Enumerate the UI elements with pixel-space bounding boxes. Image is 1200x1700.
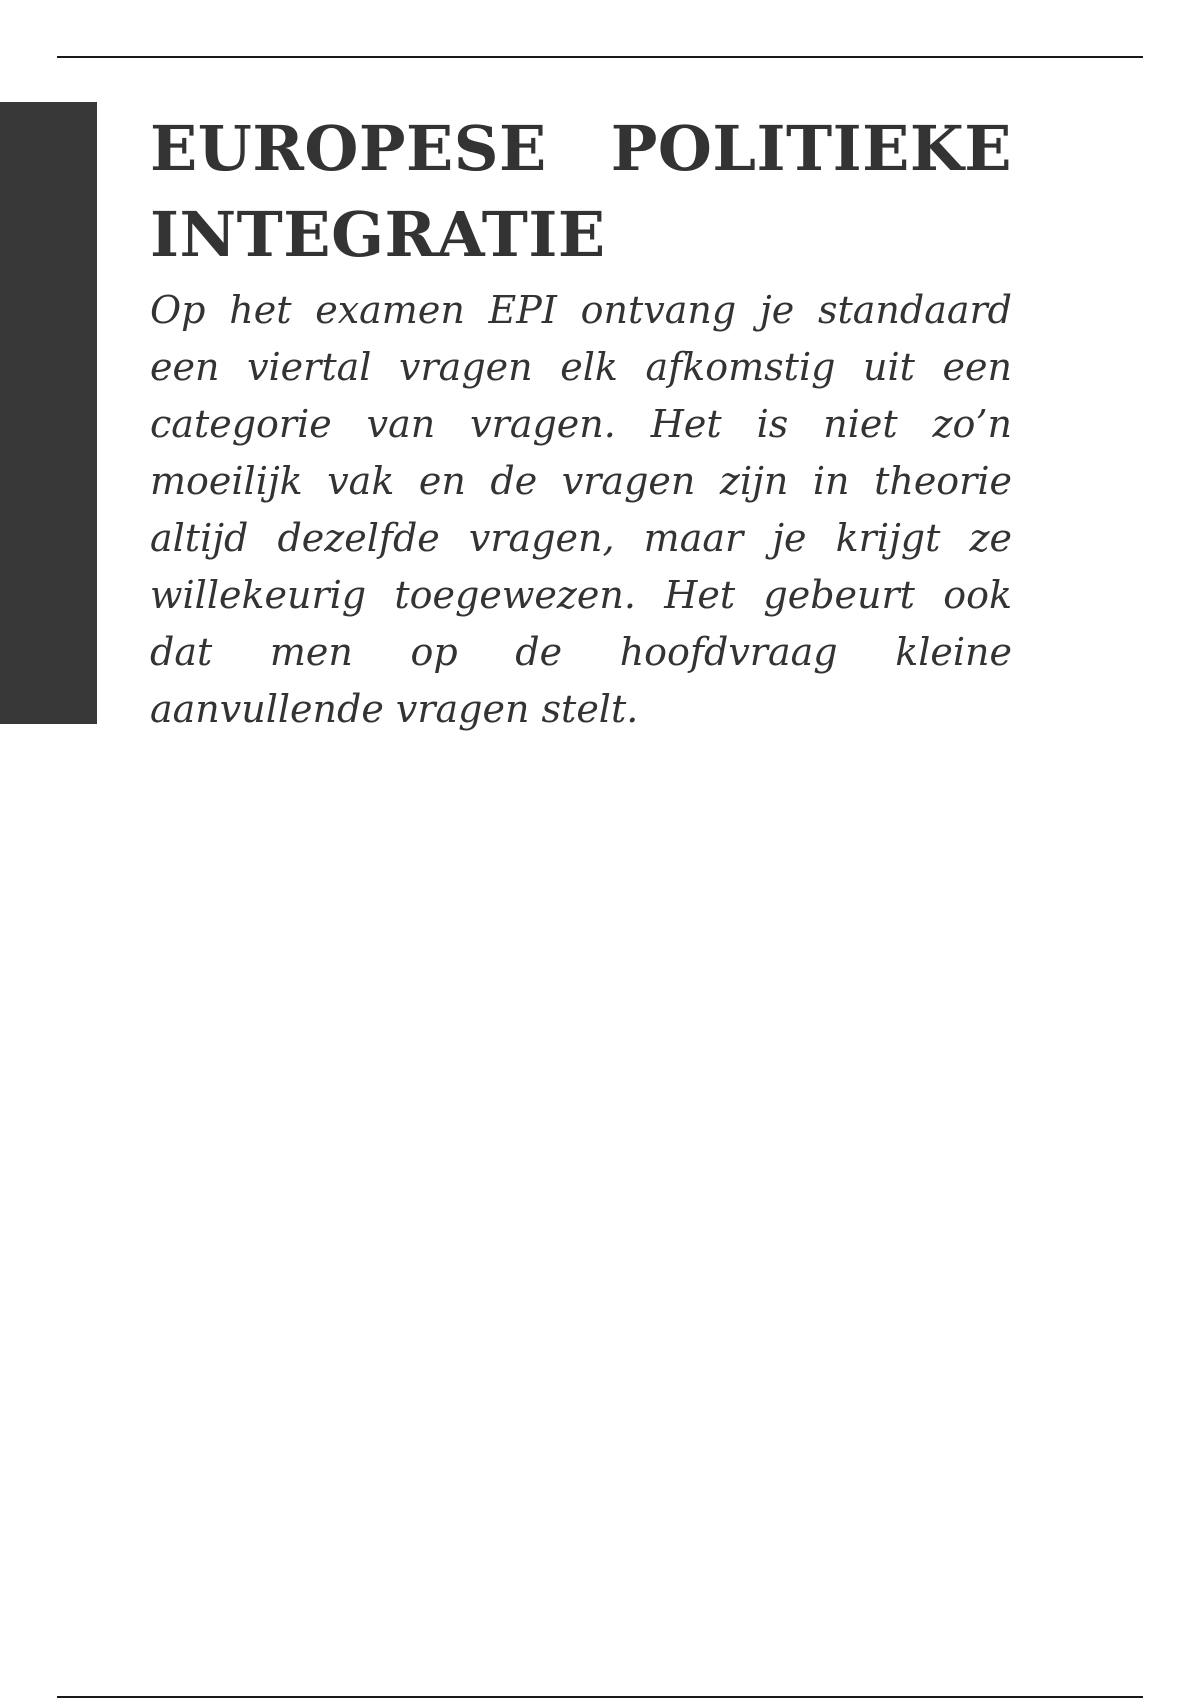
side-accent-bar <box>0 102 97 724</box>
bottom-rule <box>57 1696 1143 1698</box>
content-block <box>150 106 1012 738</box>
top-rule <box>57 56 1143 58</box>
intro-paragraph: Op het examen EPI ontvang je standaard een viertal vragen elk afkomstig uit een categorie van vragen. Het is niet zo’n moeilijk vak en de vragen zijn in theorie altijd dezelfde vragen, maar je krijgt ze willekeurig toegewezen. Het gebeurt ook dat men op de hoofdvraag kleine aanvullende vragen stelt. <box>150 288 1012 731</box>
page-title: EUROPESE POLITIEKE INTEGRATIE <box>150 112 1012 271</box>
